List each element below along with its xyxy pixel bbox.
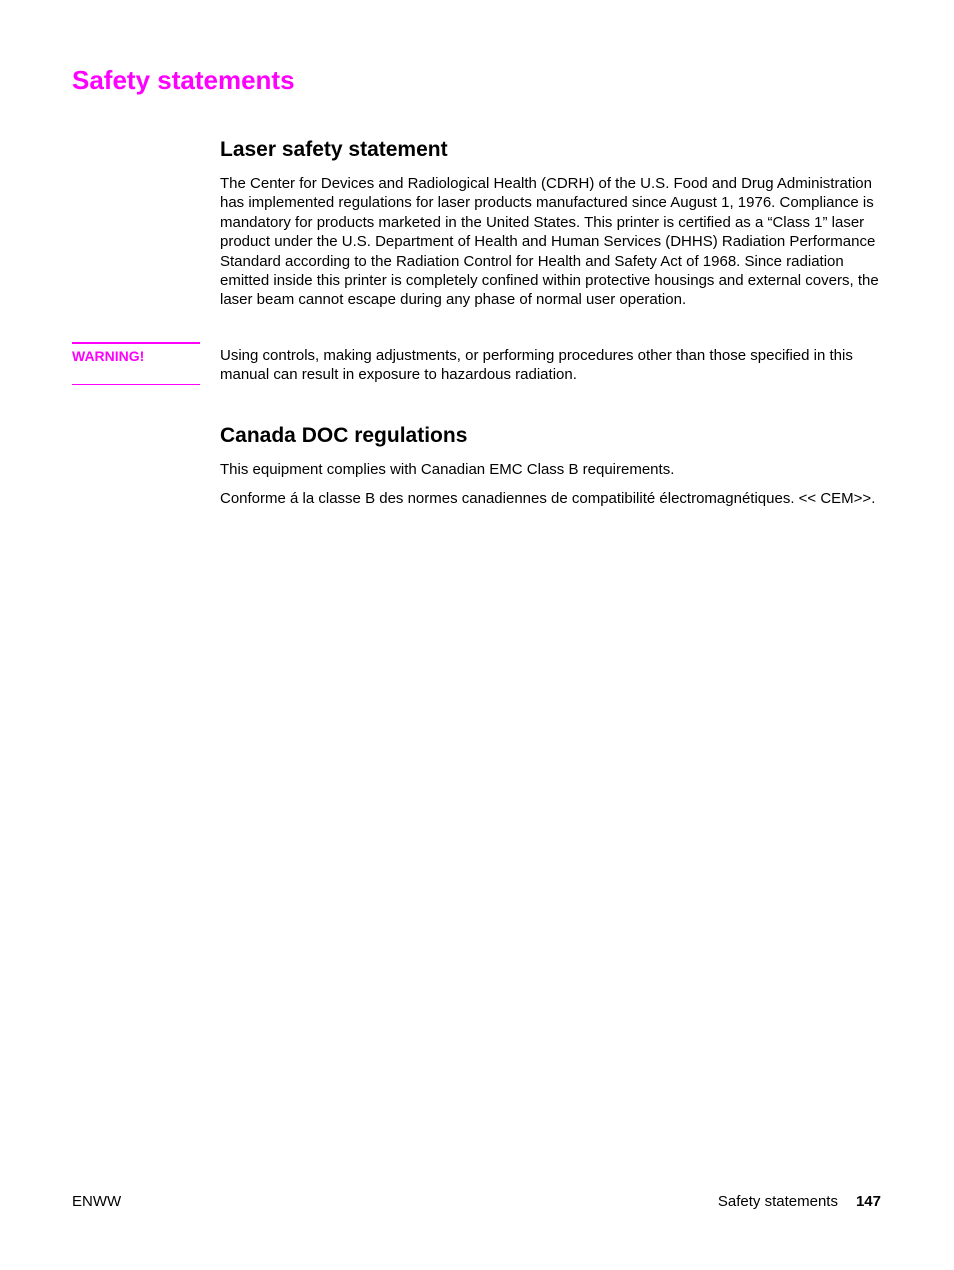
warning-label: WARNING! [72,348,145,364]
canada-doc-heading: Canada DOC regulations [220,424,468,447]
footer-right [718,1192,881,1211]
footer-left-label: ENWW [72,1193,122,1210]
warning-bottom-rule [72,384,200,385]
footer-section-name: Safety statements [717,1193,838,1210]
canada-doc-paragraph-french: Conforme á la classe B des normes canadiennes de compatibilité électromagnétiques. << CEM>>. [220,490,876,507]
laser-safety-paragraph: The Center for Devices and Radiological Health (CDRH) of the U.S. Food and Drug Administration has implemented regulations for laser products manufactured since August 1, 1976. Compliance is mandatory for products marketed in the United States. This printer is certified as a “Class 1” laser product under the U.S. Department of Health and Human Services (DHHS) Radiation Performance Standard according to the Radiation Control for Health and Safety Act of 1968. Since radiation emitted inside this printer is completely confined within protective housings and external covers, the laser beam cannot escape during any phase of normal user operation. [220,175,879,309]
footer-page-number: 147 [855,1193,881,1210]
canada-doc-paragraph-english: This equipment complies with Canadian EMC Class B requirements. [220,461,675,478]
page-title: Safety statements [72,65,295,95]
warning-text: Using controls, making adjustments, or performing procedures other than those specified in this manual can result in exposure to hazardous radiation. [220,347,853,384]
warning-top-rule [72,342,200,344]
laser-safety-heading: Laser safety statement [220,138,448,161]
